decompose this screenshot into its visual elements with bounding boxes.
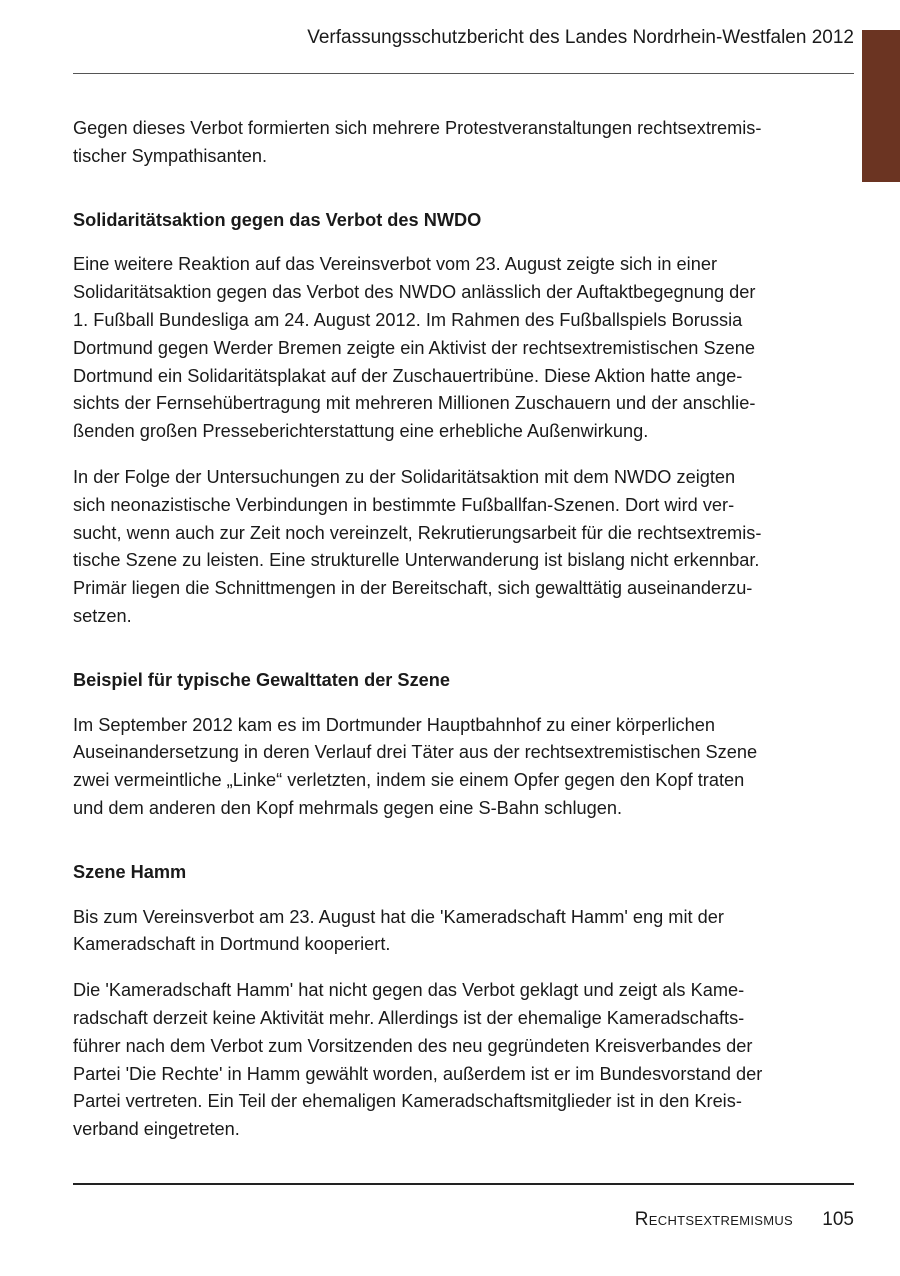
footer-divider <box>73 1183 854 1185</box>
text-line: Gegen dieses Verbot formierten sich mehrere Protestveranstaltungen rechtsextremis- <box>73 118 762 138</box>
text-line: zwei vermeintliche „Linke“ verletzten, indem sie einem Opfer gegen den Kopf traten <box>73 770 745 791</box>
text-line: Dortmund ein Solidaritätsplakat auf der Zuschauertribüne. Diese Aktion hatte ange- <box>73 365 743 386</box>
paragraph-vereinsverbot <box>73 904 808 960</box>
text-line: sucht, wenn auch zur Zeit noch vereinzelt, Rekrutierungsarbeit für die rechtsextremis- <box>73 522 762 543</box>
text-line: Bis zum Vereinsverbot am 23. August hat die 'Kameradschaft Hamm' eng mit der <box>73 906 724 927</box>
section-heading-szene-hamm: Szene Hamm <box>73 861 187 882</box>
text-line: 1. Fußball Bundesliga am 24. August 2012. Im Rahmen des Fußballspiels Borussia <box>73 309 743 330</box>
paragraph-untersuchungen <box>73 464 808 631</box>
text-line: setzen. <box>73 605 132 626</box>
page-header-title: Verfassungsschutzbericht des Landes Nordrhein-Westfalen 2012 <box>307 27 854 48</box>
footer-section-title: Rechtsextremismus <box>634 1209 794 1230</box>
text-line: Die 'Kameradschaft Hamm' hat nicht gegen das Verbot geklagt und zeigt als Kame- <box>73 980 745 1001</box>
text-line: ßenden großen Presseberichterstattung eine erhebliche Außenwirkung. <box>73 421 649 442</box>
text-line: und dem anderen den Kopf mehrmals gegen eine S-Bahn schlugen. <box>73 797 623 818</box>
text-line: Dortmund gegen Werder Bremen zeigte ein Aktivist der rechtsextremistischen Szene <box>73 337 756 358</box>
section-heading-solidaritaetsaktion: Solidaritätsaktion gegen das Verbot des NWDO <box>73 209 482 230</box>
text-line: In der Folge der Untersuchungen zu der Solidaritätsaktion mit dem NWDO zeigten <box>73 466 736 487</box>
text-line: radschaft derzeit keine Aktivität mehr. Allerdings ist der ehemalige Kameradschafts- <box>73 1007 745 1028</box>
text-line: tischer Sympathisanten. <box>73 145 268 166</box>
paragraph-hauptbahnhof <box>73 712 808 823</box>
text-line: Partei 'Die Rechte' in Hamm gewählt worden, außerdem ist er im Bundesvorstand der <box>73 1063 763 1084</box>
paragraph-protest <box>73 115 808 171</box>
text-line: Partei vertreten. Ein Teil der ehemaligen Kameradschaftsmitglieder ist in den Kreis- <box>73 1091 742 1112</box>
page-number: 105 <box>822 1209 854 1230</box>
text-line: Eine weitere Reaktion auf das Vereinsverbot vom 23. August zeigte sich in einer <box>73 254 718 275</box>
text-line: sichts der Fernsehübertragung mit mehreren Millionen Zuschauern und der anschlie- <box>73 393 756 414</box>
text-line: tische Szene zu leisten. Eine strukturelle Unterwanderung ist bislang nicht erkennbar. <box>73 550 760 571</box>
page-footer <box>635 1207 854 1233</box>
text-line: Im September 2012 kam es im Dortmunder Hauptbahnhof zu einer körperlichen <box>73 714 715 735</box>
header-divider <box>73 73 854 74</box>
chapter-color-tab <box>862 30 900 182</box>
text-line: Kameradschaft in Dortmund kooperiert. <box>73 934 391 955</box>
text-line: Solidaritätsaktion gegen das Verbot des NWDO anlässlich der Auftaktbegegnung der <box>73 282 756 303</box>
paragraph-kameradschaft-hamm <box>73 977 808 1144</box>
text-line: sich neonazistische Verbindungen in bestimmte Fußballfan-Szenen. Dort wird ver- <box>73 494 735 515</box>
text-line: führer nach dem Verbot zum Vorsitzenden des neu gegründeten Kreisverbandes der <box>73 1035 753 1056</box>
section-heading-gewalttaten: Beispiel für typische Gewalttaten der Szene <box>73 669 450 690</box>
text-line: verband eingetreten. <box>73 1119 240 1140</box>
text-line: Auseinandersetzung in deren Verlauf drei Täter aus der rechtsextremistischen Szene <box>73 742 758 763</box>
page-body <box>73 115 808 1144</box>
paragraph-reaktion <box>73 251 808 446</box>
text-line: Primär liegen die Schnittmengen in der Bereitschaft, sich gewalttätig auseinanderzu- <box>73 578 753 599</box>
